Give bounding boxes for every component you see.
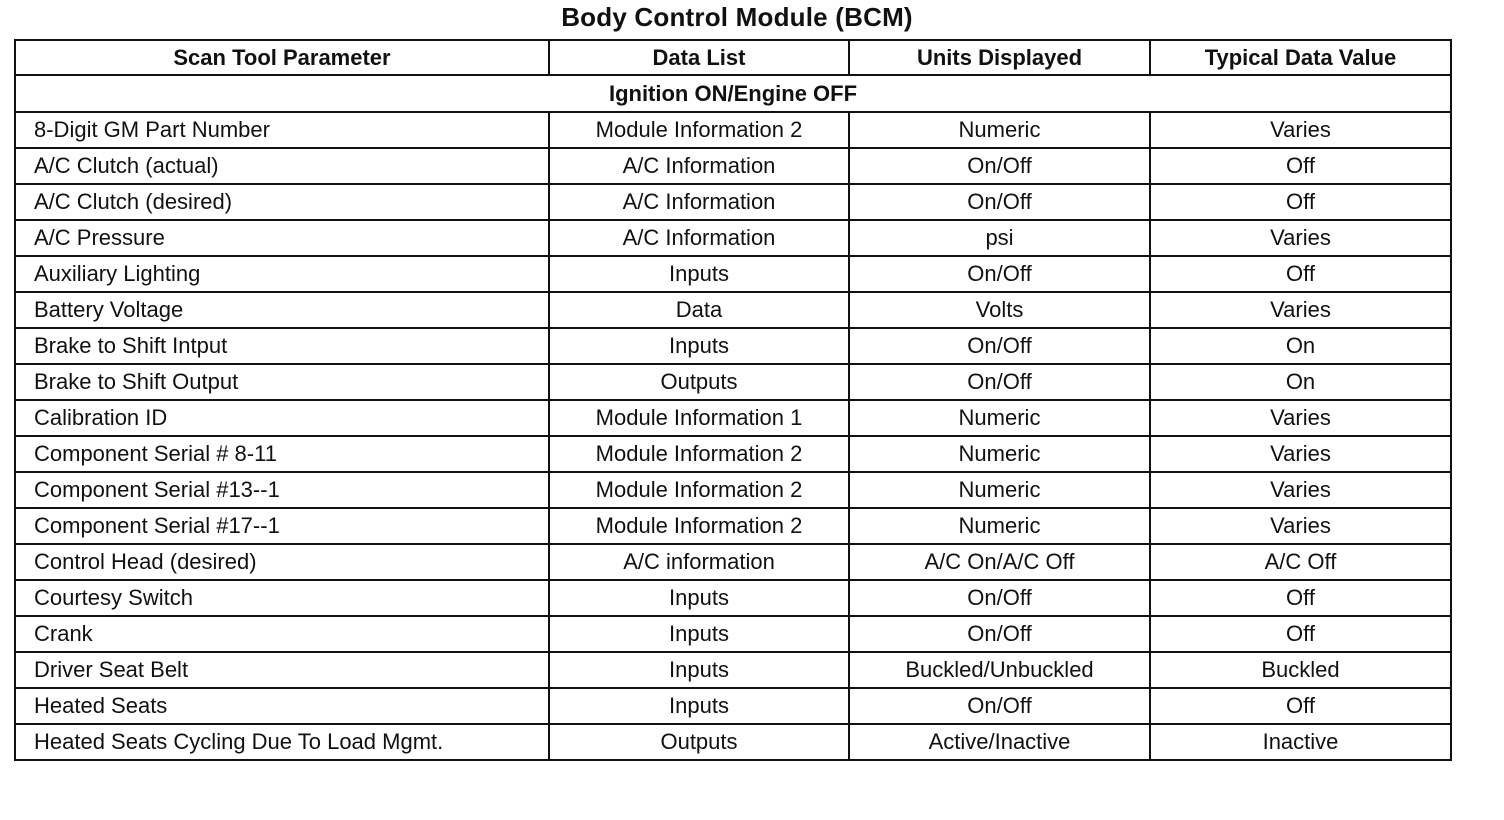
section-label: Ignition ON/Engine OFF xyxy=(15,75,1451,112)
table-row xyxy=(15,544,1451,580)
cell-scan-tool-parameter: Crank xyxy=(15,616,549,652)
table-row xyxy=(15,436,1451,472)
cell-typical-data-value: Off xyxy=(1150,184,1451,220)
cell-data-list: A/C Information xyxy=(549,220,849,256)
table-row xyxy=(15,184,1451,220)
cell-typical-data-value: Off xyxy=(1150,616,1451,652)
cell-units-displayed: A/C On/A/C Off xyxy=(849,544,1150,580)
cell-data-list: Outputs xyxy=(549,724,849,760)
table-row xyxy=(15,508,1451,544)
cell-typical-data-value: Varies xyxy=(1150,292,1451,328)
cell-data-list: Outputs xyxy=(549,364,849,400)
cell-data-list: Module Information 2 xyxy=(549,472,849,508)
cell-units-displayed: On/Off xyxy=(849,688,1150,724)
table-row xyxy=(15,652,1451,688)
cell-units-displayed: psi xyxy=(849,220,1150,256)
column-header-scan-tool-parameter: Scan Tool Parameter xyxy=(15,40,549,75)
cell-units-displayed: Active/Inactive xyxy=(849,724,1150,760)
cell-data-list: Inputs xyxy=(549,580,849,616)
cell-scan-tool-parameter: A/C Clutch (actual) xyxy=(15,148,549,184)
cell-typical-data-value: Varies xyxy=(1150,112,1451,148)
page-title: Body Control Module (BCM) xyxy=(561,2,913,32)
cell-typical-data-value: Varies xyxy=(1150,220,1451,256)
cell-scan-tool-parameter: Auxiliary Lighting xyxy=(15,256,549,292)
cell-scan-tool-parameter: Calibration ID xyxy=(15,400,549,436)
cell-typical-data-value: A/C Off xyxy=(1150,544,1451,580)
cell-data-list: Inputs xyxy=(549,616,849,652)
cell-scan-tool-parameter: Component Serial # 8-11 xyxy=(15,436,549,472)
cell-scan-tool-parameter: Component Serial #17--1 xyxy=(15,508,549,544)
table-row xyxy=(15,112,1451,148)
cell-units-displayed: On/Off xyxy=(849,184,1150,220)
cell-data-list: A/C information xyxy=(549,544,849,580)
cell-scan-tool-parameter: Component Serial #13--1 xyxy=(15,472,549,508)
cell-data-list: Inputs xyxy=(549,652,849,688)
cell-typical-data-value: On xyxy=(1150,328,1451,364)
cell-scan-tool-parameter: 8-Digit GM Part Number xyxy=(15,112,549,148)
cell-data-list: A/C Information xyxy=(549,148,849,184)
cell-units-displayed: On/Off xyxy=(849,256,1150,292)
cell-typical-data-value: Varies xyxy=(1150,436,1451,472)
cell-data-list: Module Information 2 xyxy=(549,436,849,472)
table-row xyxy=(15,220,1451,256)
cell-units-displayed: On/Off xyxy=(849,328,1150,364)
cell-units-displayed: Volts xyxy=(849,292,1150,328)
cell-data-list: Inputs xyxy=(549,688,849,724)
column-header-typical-data-value: Typical Data Value xyxy=(1150,40,1451,75)
cell-scan-tool-parameter: Battery Voltage xyxy=(15,292,549,328)
cell-data-list: Inputs xyxy=(549,256,849,292)
cell-scan-tool-parameter: Driver Seat Belt xyxy=(15,652,549,688)
cell-scan-tool-parameter: Heated Seats Cycling Due To Load Mgmt. xyxy=(15,724,549,760)
cell-units-displayed: Numeric xyxy=(849,472,1150,508)
cell-typical-data-value: Varies xyxy=(1150,508,1451,544)
cell-scan-tool-parameter: A/C Pressure xyxy=(15,220,549,256)
table-row xyxy=(15,688,1451,724)
cell-data-list: Module Information 1 xyxy=(549,400,849,436)
cell-typical-data-value: Varies xyxy=(1150,472,1451,508)
cell-units-displayed: On/Off xyxy=(849,364,1150,400)
cell-units-displayed: Numeric xyxy=(849,508,1150,544)
cell-typical-data-value: On xyxy=(1150,364,1451,400)
table-row xyxy=(15,400,1451,436)
cell-units-displayed: Numeric xyxy=(849,112,1150,148)
column-header-data-list: Data List xyxy=(549,40,849,75)
table-row xyxy=(15,724,1451,760)
cell-units-displayed: Numeric xyxy=(849,400,1150,436)
cell-scan-tool-parameter: A/C Clutch (desired) xyxy=(15,184,549,220)
cell-data-list: Inputs xyxy=(549,328,849,364)
cell-units-displayed: Numeric xyxy=(849,436,1150,472)
cell-typical-data-value: Off xyxy=(1150,688,1451,724)
cell-units-displayed: On/Off xyxy=(849,616,1150,652)
table-row xyxy=(15,256,1451,292)
cell-scan-tool-parameter: Brake to Shift Output xyxy=(15,364,549,400)
table-row xyxy=(15,580,1451,616)
cell-data-list: Data xyxy=(549,292,849,328)
cell-data-list: Module Information 2 xyxy=(549,112,849,148)
table-row xyxy=(15,364,1451,400)
column-header-units-displayed: Units Displayed xyxy=(849,40,1150,75)
cell-scan-tool-parameter: Heated Seats xyxy=(15,688,549,724)
cell-data-list: Module Information 2 xyxy=(549,508,849,544)
cell-units-displayed: On/Off xyxy=(849,580,1150,616)
section-row xyxy=(15,75,1451,112)
cell-scan-tool-parameter: Brake to Shift Intput xyxy=(15,328,549,364)
cell-units-displayed: On/Off xyxy=(849,148,1150,184)
bcm-data-table xyxy=(14,39,1452,761)
table-row xyxy=(15,292,1451,328)
cell-scan-tool-parameter: Control Head (desired) xyxy=(15,544,549,580)
cell-typical-data-value: Varies xyxy=(1150,400,1451,436)
table-row xyxy=(15,328,1451,364)
cell-typical-data-value: Off xyxy=(1150,580,1451,616)
cell-typical-data-value: Inactive xyxy=(1150,724,1451,760)
cell-typical-data-value: Off xyxy=(1150,256,1451,292)
table-header-row xyxy=(15,40,1451,75)
cell-scan-tool-parameter: Courtesy Switch xyxy=(15,580,549,616)
cell-typical-data-value: Buckled xyxy=(1150,652,1451,688)
cell-units-displayed: Buckled/Unbuckled xyxy=(849,652,1150,688)
table-row xyxy=(15,148,1451,184)
table-row xyxy=(15,472,1451,508)
cell-typical-data-value: Off xyxy=(1150,148,1451,184)
table-row xyxy=(15,616,1451,652)
cell-data-list: A/C Information xyxy=(549,184,849,220)
